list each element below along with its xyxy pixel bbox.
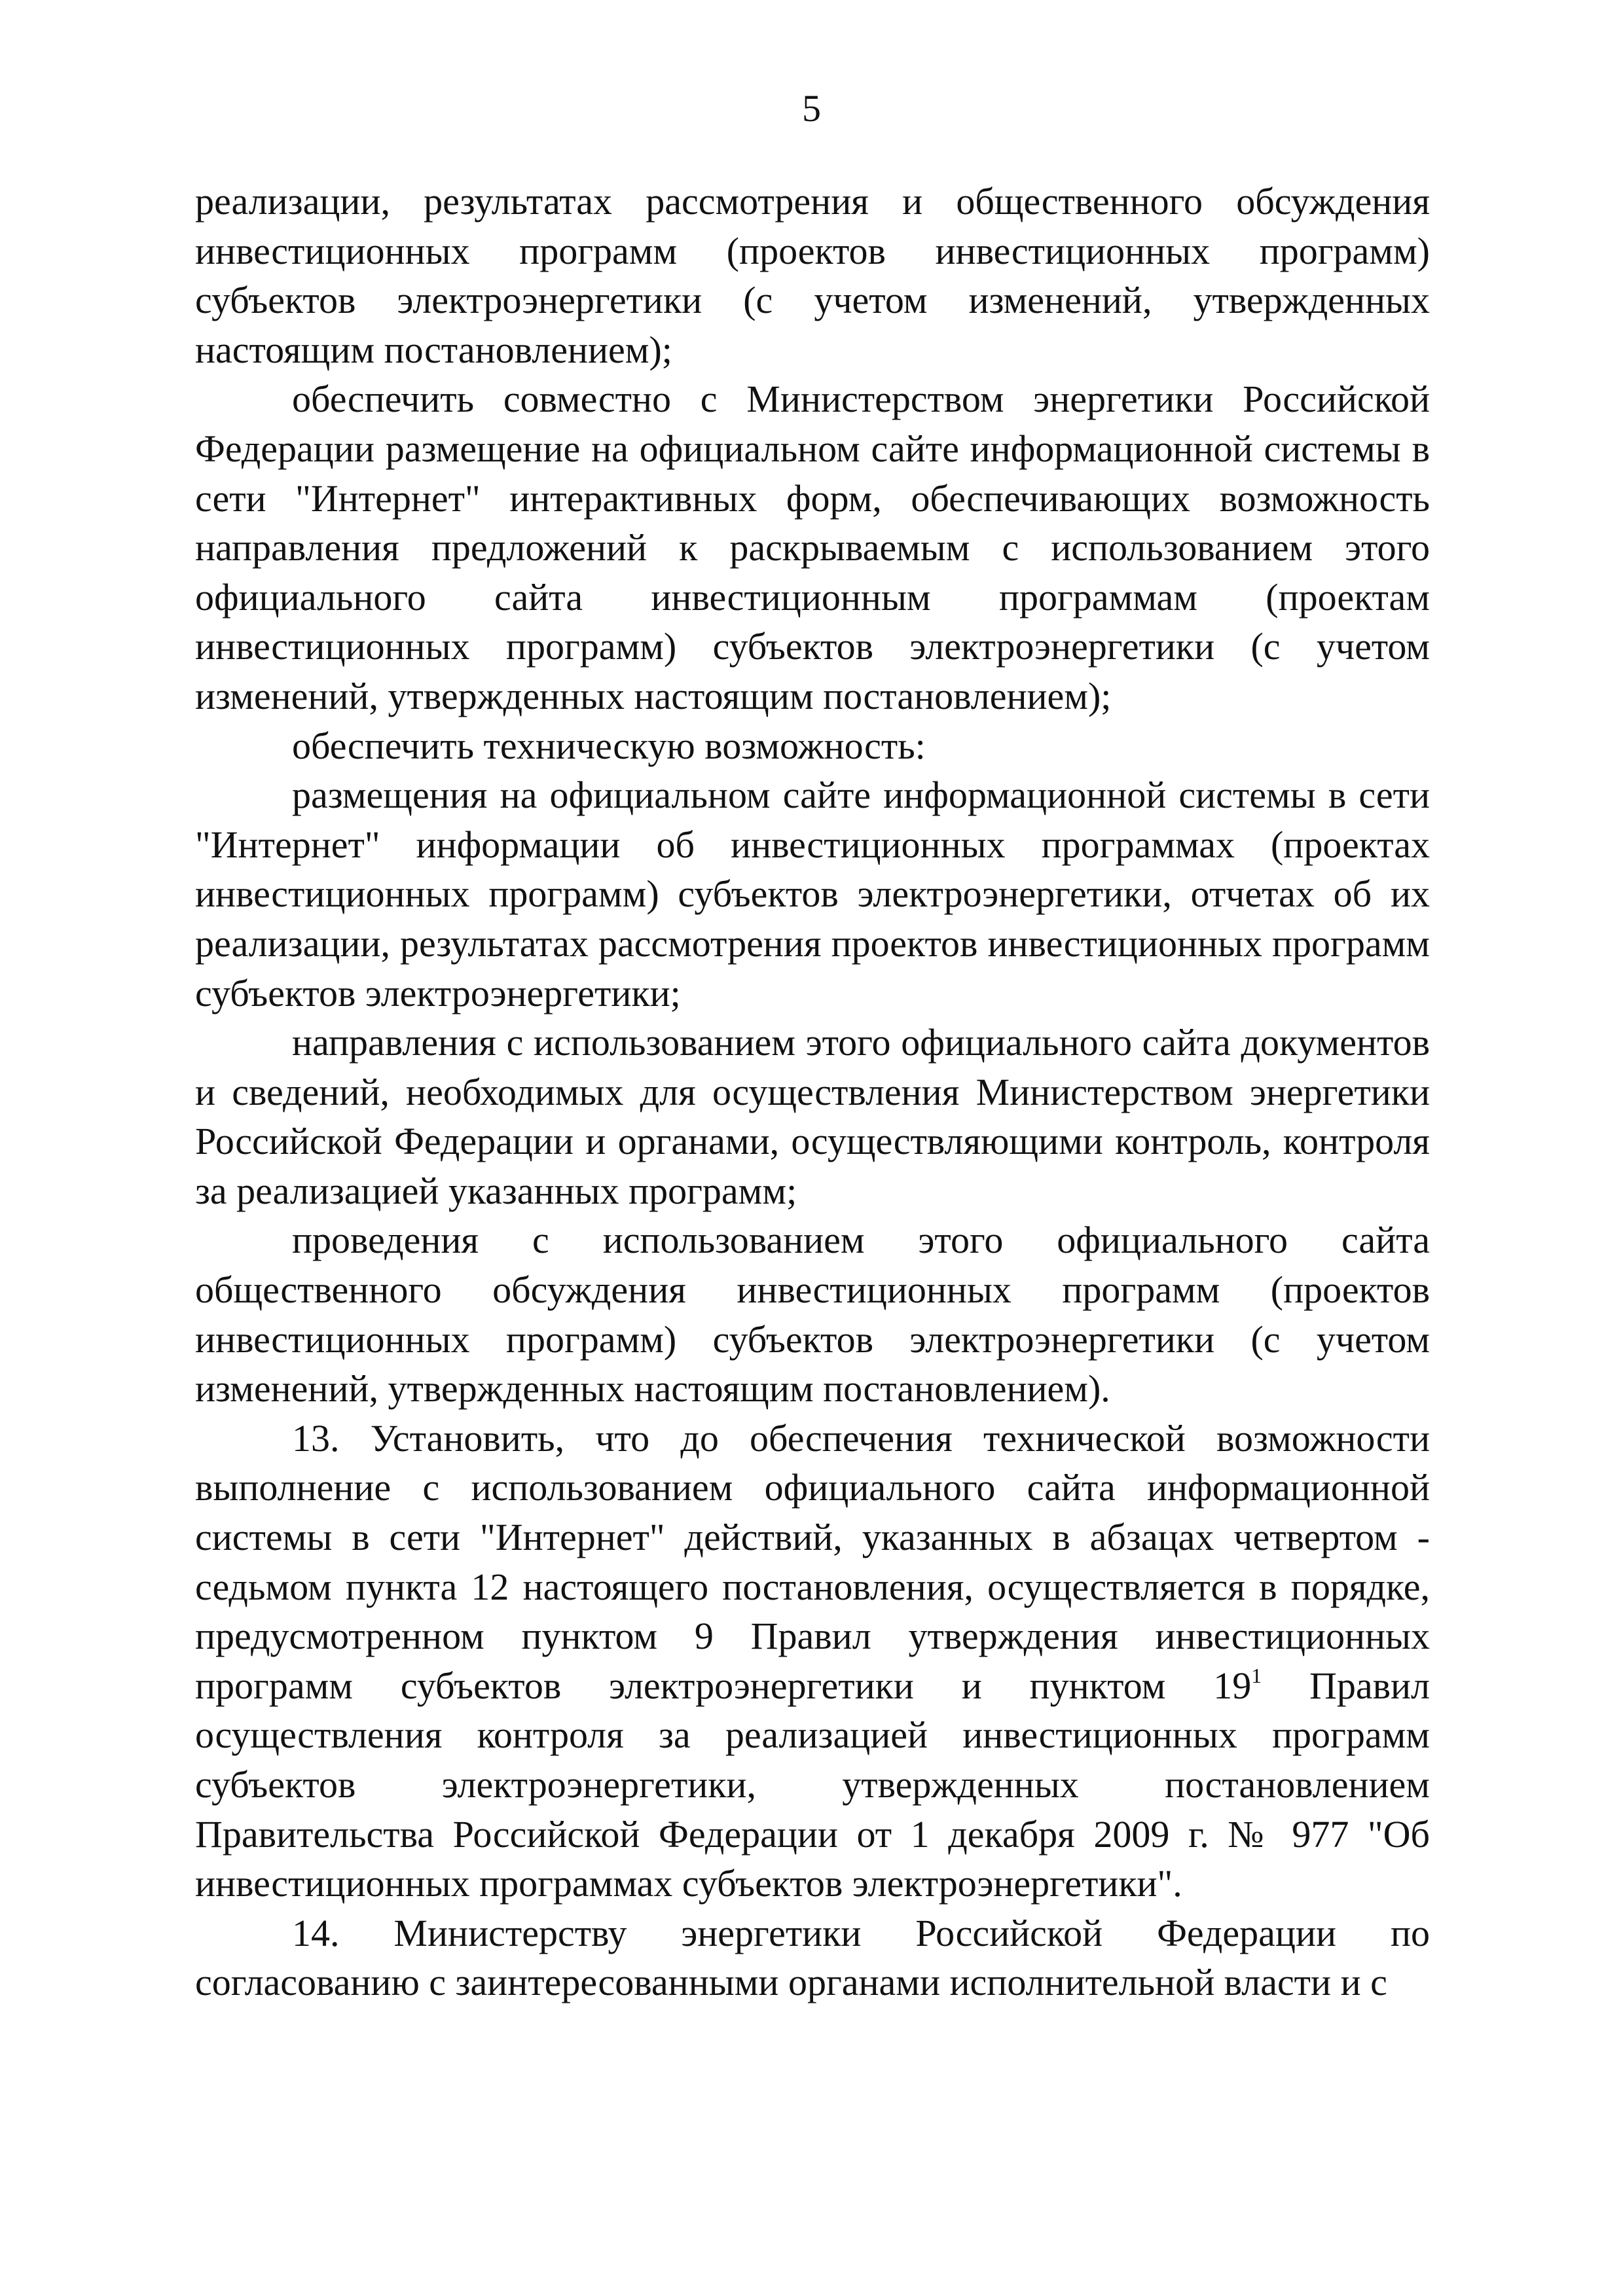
- document-body: [195, 177, 1430, 2007]
- paragraph-public-discussion: проведения с использованием этого официального сайта общественного обсуждения инвестиционных программ (проектов инвестиционных программ) субъектов электроэнергетики (с учетом изменений, утвержденных настоящим постановлением).: [195, 1219, 1430, 1410]
- paragraph-technical-capability: обеспечить техническую возможность:: [292, 724, 926, 767]
- item-13-superscript: 1: [1251, 1664, 1262, 1687]
- paragraph-interactive-forms: обеспечить совместно с Министерством энергетики Российской Федерации размещение на официальном сайте информационной системы в сети "Интернет" интерактивных форм, обеспечивающих возможность направления предложений к раскрываемым с использованием этого официального сайта инвестиционным программам (проектам инвестиционных программ) субъектов электроэнергетики (с учетом изменений, утвержденных настоящим постановлением);: [195, 378, 1430, 717]
- paragraph-continuation: реализации, результатах рассмотрения и общественного обсуждения инвестиционных программ (проектов инвестиционных программ) субъектов электроэнергетики (с учетом изменений, утвержденных настоящим постановлением);: [195, 180, 1430, 371]
- paragraph-item-14: 14. Министерству энергетики Российской Федерации по согласованию с заинтересованными органами исполнительной власти и с: [195, 1911, 1430, 2004]
- paragraph-placement: размещения на официальном сайте информационной системы в сети "Интернет" информации об инвестиционных программах (проектах инвестиционных программ) субъектов электроэнергетики, отчетах об их реализации, результатах рассмотрения проектов инвестиционных программ субъектов электроэнергетики;: [195, 774, 1430, 1014]
- page-number: 5: [802, 87, 821, 130]
- item-13-text-end: Правил осуществления контроля за реализацией инвестиционных программ субъектов электроэнергетики, утвержденных постановлением Правительства Российской Федерации от 1 декабря 2009 г. № 977 "Об инвестиционных программах субъектов электроэнергетики".: [195, 1664, 1431, 1905]
- item-13-reference: 19: [1213, 1664, 1252, 1707]
- paragraph-documents-submission: направления с использованием этого официального сайта документов и сведений, необходимых для осуществления Министерством энергетики Российской Федерации и органами, осуществляющими контроль, контроля за реализацией указанных программ;: [195, 1021, 1430, 1212]
- item-13-text: 13. Установить, что до обеспечения технической возможности выполнение с использованием официального сайта информационной системы в сети "Интернет" действий, указанных в абзацах четвертом - седьмом пункта 12 настоящего постановления, осуществляется в порядке, предусмотренном пунктом 9 Правил утверждения инвестиционных программ субъектов электроэнергетики и пунктом: [195, 1416, 1430, 1707]
- paragraph-item-13: [195, 1414, 1430, 1909]
